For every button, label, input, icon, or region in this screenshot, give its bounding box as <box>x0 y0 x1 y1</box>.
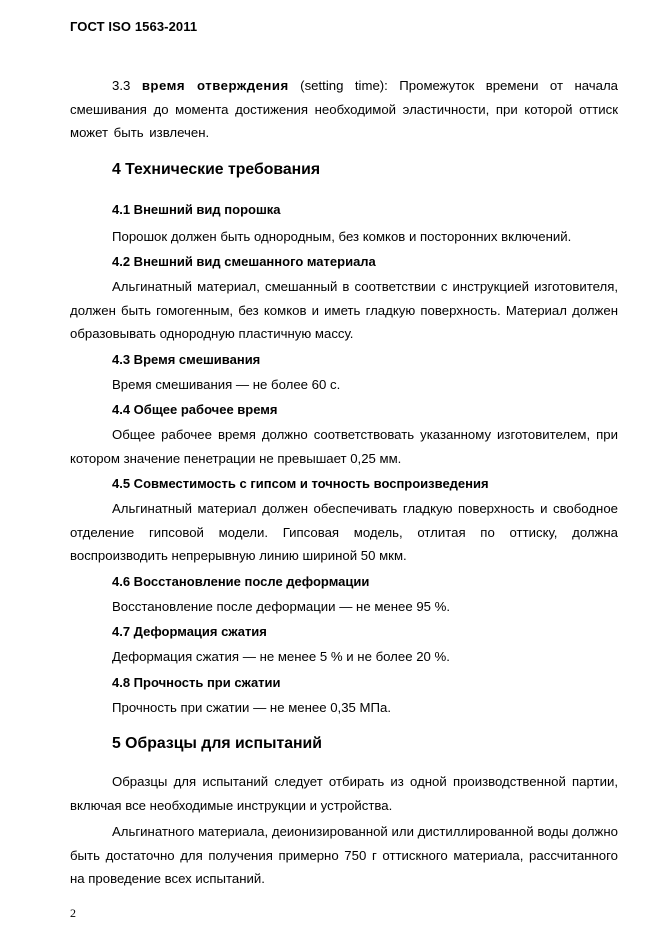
text-5-p1: Образцы для испытаний следует отбирать из одной производственной партии, включая все необходимые инструкции и устройства. <box>70 774 618 813</box>
definition-number: 3.3 <box>112 78 131 93</box>
text-4-6: Восстановление после деформации — не менее 95 %. <box>112 598 451 614</box>
text-4-1: Порошок должен быть однородным, без комков и посторонних включений. <box>112 228 572 244</box>
text-4-7: Деформация сжатия — не менее 5 % и не более 20 %. <box>112 649 450 664</box>
section-5-title: 5 Образцы для испытаний <box>112 735 322 752</box>
text-4-4: Общее рабочее время должно соответствовать указанному изготовителем, при котором значение пенетрации не превышает 0,25 мм. <box>70 427 618 466</box>
section-4-title: 4 Технические требования <box>112 160 321 178</box>
standard-header: ГОСТ ISO 1563-2011 <box>70 19 198 34</box>
page-content <box>70 74 618 891</box>
definition-text: (setting time): Промежуток времени от начала смешивания до момента достижения необходимой эластичности, при которой оттиск может быть извлечен. <box>70 78 618 140</box>
heading-4-6: 4.6 Восстановление после деформации <box>112 573 370 589</box>
heading-4-8: 4.8 Прочность при сжатии <box>112 674 281 690</box>
text-5-p2: Альгинатного материала, деионизированной или дистиллированной воды должно быть достаточно для получения примерно 750 г оттискного материала, рассчитанного на проведение всех испытаний. <box>70 824 618 886</box>
heading-4-7: 4.7 Деформация сжатия <box>112 624 267 639</box>
text-4-8: Прочность при сжатии — не менее 0,35 МПа. <box>112 699 392 715</box>
heading-4-3: 4.3 Время смешивания <box>112 351 261 367</box>
heading-4-5: 4.5 Совместимость с гипсом и точность воспроизведения <box>112 476 489 491</box>
heading-4-4: 4.4 Общее рабочее время <box>112 402 278 417</box>
page-number: 2 <box>70 906 76 920</box>
text-4-5: Альгинатный материал должен обеспечивать гладкую поверхность и свободное отделение гипсовой модели. Гипсовая модель, отлитая по оттиску, должна воспроизводить непрерывную линию шириной 50 мкм. <box>70 501 618 563</box>
definition-term: время отверждения <box>141 78 289 93</box>
heading-4-2: 4.2 Внешний вид смешанного материала <box>112 254 376 269</box>
heading-4-1: 4.1 Внешний вид порошка <box>112 201 281 217</box>
text-4-3: Время смешивания — не более 60 с. <box>112 376 341 392</box>
definition-3-3 <box>70 74 618 145</box>
text-4-2: Альгинатный материал, смешанный в соответствии с инструкцией изготовителя, должен быть гомогенным, без комков и иметь гладкую поверхность. Материал должен образовывать однородную пластичную массу. <box>70 279 618 341</box>
